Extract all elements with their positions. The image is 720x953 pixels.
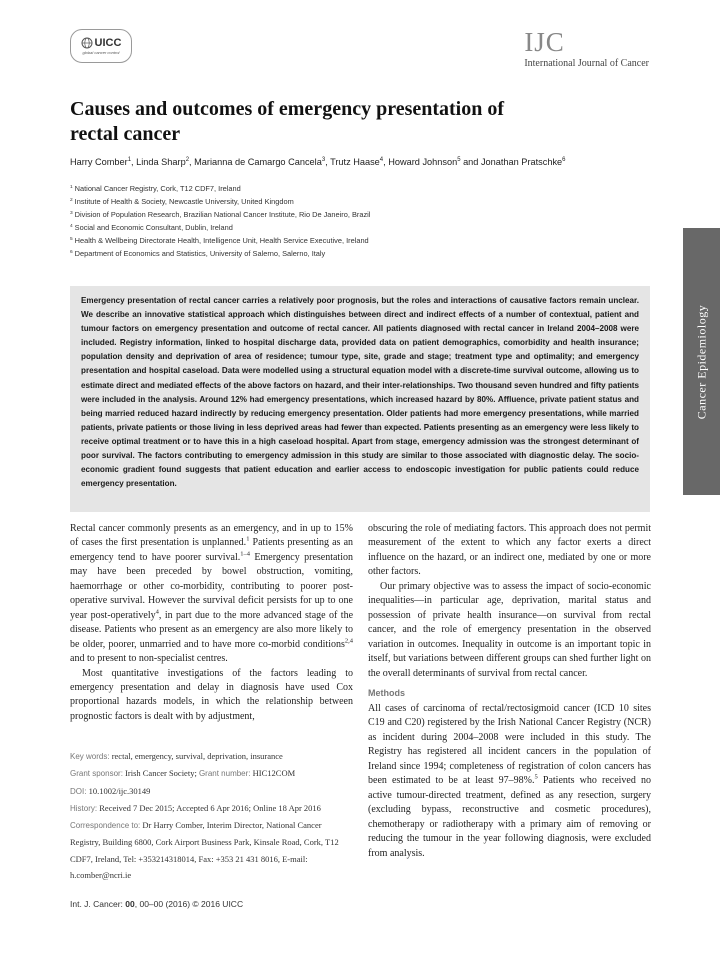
footer-copyright: © 2016 UICC [192,899,244,909]
body-paragraph [368,702,651,861]
meta-label: Correspondence to: [70,821,141,831]
section-side-tab [683,228,720,495]
text-run: and to present to non-specialist centres. [70,653,228,665]
uicc-logo [70,29,132,63]
grant-info [70,765,353,782]
affiliation-num: 4 [70,223,73,229]
text-run: , in part due to the more advanced stage of the disease. Patients who present as an emergency are also more likely to be older, poorer, unmarried and to have more co-morbid conditions [70,609,354,650]
meta-value: 10.1002/ijc.30149 [86,785,151,796]
author-name: Howard Johnson [388,157,458,167]
meta-label: Grant number: [198,769,251,779]
meta-value: HIC12COM [250,768,296,779]
section-side-tab-label: Cancer Epidemiology [694,304,708,419]
journal-abbr: IJC [524,27,565,57]
correspondence [70,817,353,883]
article-metadata [70,748,353,883]
footer-journal: Int. J. Cancer: [70,899,126,909]
abstract-box: Emergency presentation of rectal cancer carries a relatively poor prognosis, but the roles and interactions of causative factors remain unclear. We describe an innovative statistical approach which distinguishes between direct and indirect effects of a number of contextual, patient and tumour factors on emergency presentation and outcome of rectal cancer. All patients diagnosed with rectal cancer in Ireland 2004–2008 were included. Registry information, linked to hospital discharge data, provided data on patient demographics, comorbidity and health insurance; population density and deprivation of area of residence; tumour type, site, grade and stage; treatment type and optimality; and emergency presentation and hospital caseload. Data were modelled using a structural equation model with a discrete-time survival outcome, allowing us to estimate direct and mediated effects of the above factors on hazard, and their inter-relationships. Two thousand seven hundred and fifty patients were included in the analysis. Around 12% had emergency presentations, which increased hazard by 80%. Affluence, private patient status and being married reduced hazard indirectly by reducing emergency presentation. Older patients had more emergency presentations, while married patients, private patients or those living in less deprived areas had fewer than expected. Patients presenting as an emergency were less likely to receive optimal treatment or to have this in a high caseload hospital. Apart from stage, emergency admission was the strongest determinant of poor survival. The factors contributing to emergency admission in this study are similar to those associated with diagnostic delay. The socio-economic gradient found suggests that patient education and earlier access to endoscopic investigation for public patients could reduce emergency presentation. [70,286,650,512]
author-aff: 3 [321,156,326,163]
author-aff: 1 [127,156,132,163]
author-list: Harry Comber$^1$, Linda Sharp$^2$, Marianna de Camargo Cancela$^3$, Trutz Haase$^4$, Howard Johnson$^5$ and Jonathan Pratschke$^6$ [70,156,566,167]
author-name: Trutz Haase [330,157,380,167]
body-column-left [70,522,353,724]
logo-text: UICC [94,37,122,49]
affiliation-text: Institute of Health & Society, Newcastle University, United Kingdom [74,197,294,207]
globe-icon [81,37,93,49]
article-title: Causes and outcomes of emergency presentation of rectal cancer [70,98,505,145]
doi [70,783,353,800]
author-name: Harry Comber [70,157,128,167]
history [70,800,353,817]
affiliation-num: 5 [70,236,73,242]
author-name: Linda Sharp [136,157,186,167]
affiliation [70,234,370,247]
affiliation [70,182,370,195]
meta-value: Received 7 Dec 2015; Accepted 6 Apr 2016; Online 18 Apr 2016 [97,802,321,813]
affiliation-text: Division of Population Research, Brazilian National Cancer Institute, Rio De Janeiro, Brazil [74,210,371,220]
body-paragraph [70,522,353,667]
meta-value: Dr Harry Comber, Interim Director, National Cancer Registry, Building 6800, Cork Airport Business Park, Kinsale Road, Cork, T12 CDF7, Ireland, Tel: +353214318014, Fax: +353 21 431 8016, E-mail: h.comber@ncri.ie [70,820,339,881]
citation-ref: 1 [246,536,250,544]
text-run: Patients who received no active tumour-directed treatment, defined as any resection, surgery (excluding bypass, reconstructive and cosmetic procedures), chemotherapy or radiotherapy with a primary aim of removing or reducing the tumour in the year following diagnosis, were excluded from analysis. [368,775,651,859]
affiliation [70,221,370,234]
affiliation-text: National Cancer Registry, Cork, T12 CDF7, Ireland [74,184,241,193]
meta-label: History: [70,803,98,813]
footer-pages: , 00–00 (2016) [134,899,193,909]
text-run: Emergency presentation may have been preceded by bowel obstruction, vomiting, haemorrhage or other co-morbidity, contributing to poorer post-operative survival. However the survival deficit persists for up to one year post-operatively [70,551,353,621]
affiliation-num: 1 [70,184,73,190]
affiliation-num: 2 [70,197,73,203]
body-paragraph: Our primary objective was to assess the impact of socio-economic inequalities—in particular age, deprivation, marital status and possession of private health insurance—on survival from rectal cancer, and the role of emergency presentation in the observed variation in outcomes. Inequality in outcome is an important topic in itself, but variations between different groups can shed further light on the overall determinants of survival from rectal cancer. [368,580,651,679]
text-run: Rectal cancer commonly presents as an emergency, and in up to 15% of cases the first presentation is unplanned. [70,523,353,549]
body-column-right [368,522,651,861]
journal-name: International Journal of Cancer [524,58,649,69]
affiliation-num: 6 [70,250,73,255]
meta-value: rectal, emergency, survival, deprivation, insurance [109,751,283,761]
section-heading-methods: Methods [368,687,405,698]
citation-ref: 4 [155,608,159,616]
meta-value: Irish Cancer Society; [122,768,199,779]
citation-ref: 2,4 [344,637,353,645]
affiliation-text: Department of Economics and Statistics, University of Salerno, Salerno, Italy [74,249,326,259]
meta-label: Key words: [70,752,110,761]
affiliation [70,195,370,208]
footer-volume: 00 [125,899,135,909]
text-run: Patients presenting as an emergency tend to have poorer survival. [70,537,354,563]
affiliation [70,247,370,260]
body-paragraph: obscuring the role of mediating factors. This approach does not permit measurement of the extent to which any factor exerts a direct influence on the hazard, or an indirect one, mediated by one or more other factors. [368,523,651,578]
keywords [70,748,353,765]
meta-label: Grant sponsor: [70,769,123,779]
citation-ref: 1–4 [240,550,251,558]
author-aff: 5 [457,156,461,163]
affiliation-text: Social and Economic Consultant, Dublin, Ireland [74,223,233,233]
text-run: All cases of carcinoma of rectal/rectosigmoid cancer (ICD 10 sites C19 and C20) registered by the Irish National Cancer Registry (NCR) as incident during 2004–2008 were included in this study. The Registry has registered all incident cancers in the population of Ireland since 1994; completeness of registration of colon cancers has been estimated to be at least 97–98%. [368,702,651,787]
affiliation [70,208,370,221]
affiliation-list [70,182,370,261]
body-paragraph: Most quantitative investigations of the factors leading to emergency presentation and delay in diagnosis have used Cox proportional hazards models, in which the relationship between prognostic factors is dealt with by adjustment, [70,667,353,722]
page-footer [70,899,243,909]
citation-ref: 5 [534,773,538,781]
journal-masthead [524,28,649,69]
logo-tagline: global cancer control [82,50,120,55]
author-name: Marianna de Camargo Cancela [194,157,322,167]
author-name: Jonathan Pratschke [480,157,563,167]
meta-label: DOI: [70,786,87,796]
author-aff: 4 [379,156,384,163]
affiliation-num: 3 [70,210,73,216]
author-aff: 2 [185,156,190,163]
author-aff: 6 [562,156,566,163]
affiliation-text: Health & Wellbeing Directorate Health, Intelligence Unit, Health Service Executive, Ireland [74,236,369,246]
